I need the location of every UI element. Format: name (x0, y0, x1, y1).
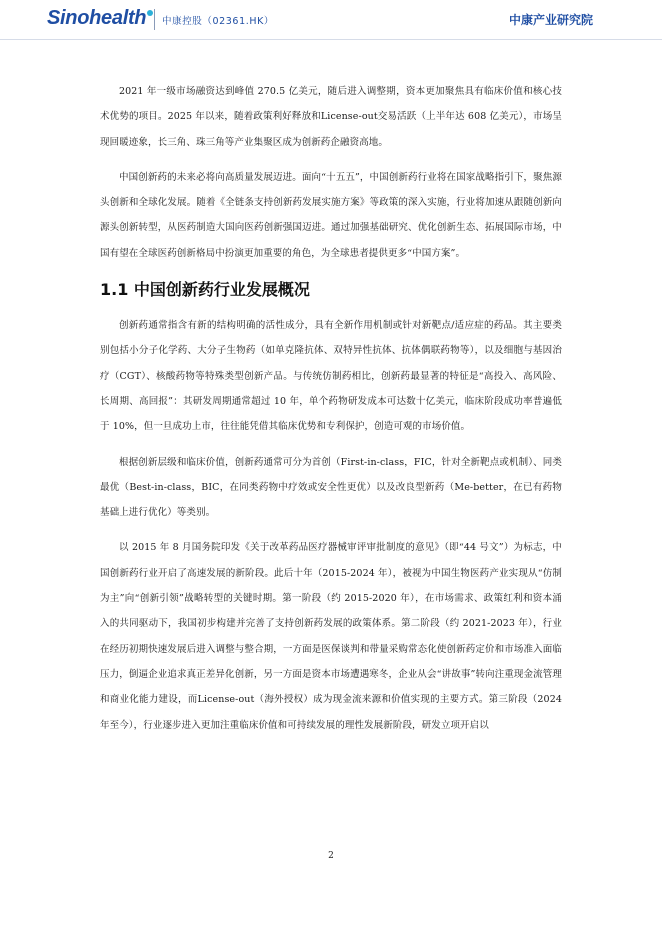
paragraph-financing: 2021 年一级市场融资达到峰值 270.5 亿美元，随后进入调整期，资本更加聚焦具有临床价值和核心技术优势的项目。2025 年以来，随着政策利好释放和License-out交易活跃（上半年达 608 亿美元），市场呈现回暖迹象，长三角、珠三角等产业集聚区成为创新药企融资高地。 (100, 86, 562, 148)
paragraph-definition: 创新药通常指含有新的结构明确的活性成分，具有全新作用机制或针对新靶点/适应症的药品。其主要类别包括小分子化学药、大分子生物药（如单克隆抗体、双特异性抗体、抗体偶联药物等），以及细胞与基因治疗（CGT）、核酸药物等特殊类型创新产品。与传统仿制药相比，创新药最显著的特征是“高投入、高风险、长周期、高回报”：其研发周期通常超过 10 年，单个药物研发成本可达数十亿美元，临床阶段成功率普遍低于 10%，但一旦成功上市，往往能凭借其临床优势和专利保护，创造可观的市场价值。 (100, 320, 562, 433)
page-body (100, 79, 562, 748)
paragraph-outlook: 中国创新药的未来必将向高质量发展迈进。面向“十五五”，中国创新药行业将在国家战略指引下，聚焦源头创新和全球化发展。随着《全链条支持创新药发展实施方案》等政策的深入实施，行业将加速从跟随创新向源头创新转型，从医药制造大国向医药创新强国迈进。通过加强基础研究、优化创新生态、拓展国际市场，中国有望在全球医药创新格局中扮演更加重要的角色，为全球患者提供更多“中国方案”。 (100, 171, 562, 259)
sinohealth-logo (47, 7, 153, 30)
page-number: 2 (328, 851, 334, 861)
institute-name: 中康产业研究院 (508, 13, 593, 27)
paragraph-classification: 根据创新层级和临床价值，创新药通常可分为首创（First-in-class，FIC，针对全新靶点或机制）、同类最优（Best-in-class，BIC，在同类药物中疗效或安全性更优）以及改良型新药（Me-better，在已有药物基础上进行优化）等类别。 (100, 456, 562, 519)
header-rule (0, 39, 662, 40)
header-divider (154, 9, 155, 30)
page-header (0, 0, 662, 40)
logo-text: Sinohealth (47, 7, 147, 29)
paragraph-history: 以 2015 年 8 月国务院印发《关于改革药品医疗器械审评审批制度的意见》（即“44 号文”）为标志，中国创新药行业开启了高速发展的新阶段。此后十年（2015-2024 年），被视为中国生物医药产业实现从“仿制为主”向“创新引领”战略转型的关键时期。第一阶段（约 2015-2020 年），在市场需求、政策红利和资本涌入的共同驱动下，我国初步构建并完善了支持创新药发展的政策体系。第二阶段（约 2021-2023 年），行业在经历初期快速发展后进入调整与整合期，一方面是医保谈判和带量采购常态化使创新药定价和市场准入面临压力，倒逼企业追求真正差异化创新，另一方面是资本市场遭遇寒冬，企业从会“讲故事”转向注重现金流管理和商业化能力建设，而License-out（海外授权）成为现金流来源和价值实现的主要方式。第三阶段（2024 年至今），行业逐步进入更加注重临床价值和可持续发展的理性发展新阶段，研发立项开启以 (100, 542, 562, 731)
logo-dot-icon (147, 10, 153, 16)
company-name: 中康控股（02361.HK） (162, 16, 275, 27)
section-title: 1.1 中国创新药行业发展概况 (100, 280, 310, 300)
